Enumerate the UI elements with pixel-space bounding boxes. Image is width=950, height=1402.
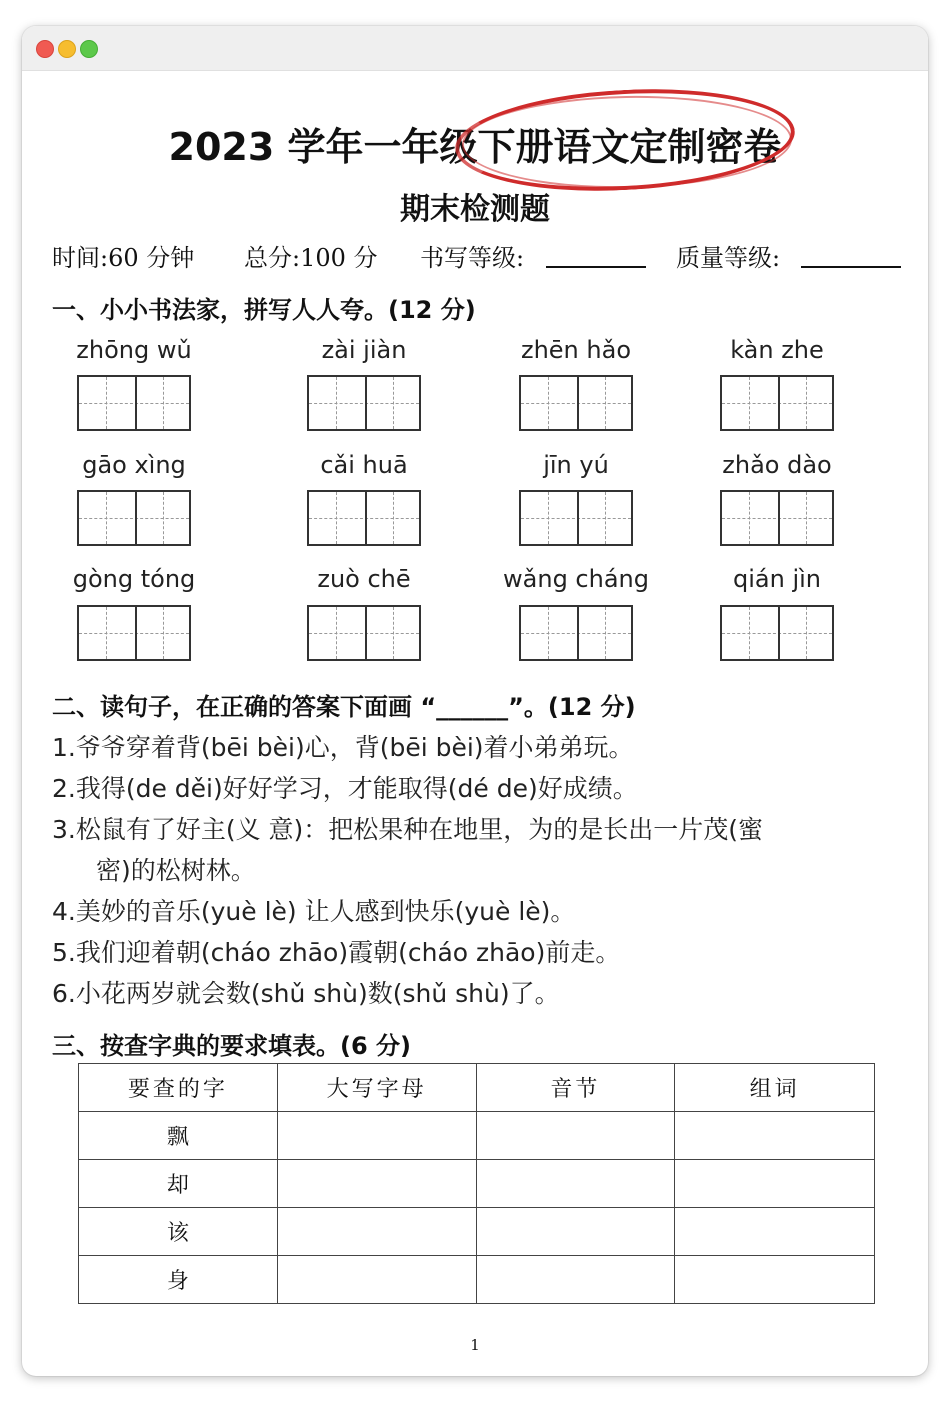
quality-grade-blank[interactable] bbox=[801, 266, 901, 268]
writing-grid[interactable] bbox=[720, 375, 834, 431]
writing-grid[interactable] bbox=[77, 605, 191, 661]
answer-cell[interactable] bbox=[277, 1112, 476, 1160]
pinyin-label: jīn yú bbox=[543, 451, 609, 479]
sentence-item: 2.我得(de děi)好好学习，才能取得(dé de)好成绩。 bbox=[52, 774, 638, 803]
character-cell: 却 bbox=[79, 1160, 278, 1208]
answer-cell[interactable] bbox=[476, 1112, 675, 1160]
answer-cell[interactable] bbox=[476, 1160, 675, 1208]
pinyin-label: zhǎo dào bbox=[722, 451, 832, 479]
answer-cell[interactable] bbox=[277, 1256, 476, 1304]
writing-grid[interactable] bbox=[77, 490, 191, 546]
writing-grid[interactable] bbox=[307, 490, 421, 546]
pinyin-label: zài jiàn bbox=[321, 336, 407, 364]
answer-cell[interactable] bbox=[675, 1256, 875, 1304]
writing-grade-label: 书写等级: bbox=[420, 244, 525, 272]
writing-grid[interactable] bbox=[720, 490, 834, 546]
sentence-item: 6.小花两岁就会数(shǔ shù)数(shǔ shù)了。 bbox=[52, 979, 560, 1008]
column-header: 组词 bbox=[675, 1064, 875, 1112]
table-row bbox=[79, 1208, 875, 1256]
character-cell: 身 bbox=[79, 1256, 278, 1304]
writing-grid[interactable] bbox=[307, 605, 421, 661]
table-row bbox=[79, 1160, 875, 1208]
pinyin-label: gāo xìng bbox=[82, 451, 186, 479]
sentence-item: 4.美妙的音乐(yuè lè) 让人感到快乐(yuè lè)。 bbox=[52, 897, 576, 926]
quality-grade-label: 质量等级: bbox=[676, 244, 781, 272]
pinyin-label: kàn zhe bbox=[730, 336, 824, 364]
table-row bbox=[79, 1256, 875, 1304]
answer-cell[interactable] bbox=[476, 1208, 675, 1256]
writing-grid[interactable] bbox=[720, 605, 834, 661]
sentence-item: 1.爷爷穿着背(bēi bèi)心，背(bēi bèi)着小弟弟玩。 bbox=[52, 733, 634, 762]
minimize-window-button[interactable] bbox=[58, 40, 76, 58]
pinyin-label: zhēn hǎo bbox=[520, 336, 631, 364]
answer-cell[interactable] bbox=[277, 1160, 476, 1208]
column-header: 音节 bbox=[476, 1064, 675, 1112]
close-window-button[interactable] bbox=[36, 40, 54, 58]
writing-grid[interactable] bbox=[519, 490, 633, 546]
answer-cell[interactable] bbox=[675, 1208, 875, 1256]
window-titlebar bbox=[22, 26, 928, 71]
dictionary-table bbox=[78, 1063, 875, 1304]
answer-cell[interactable] bbox=[675, 1160, 875, 1208]
writing-grid[interactable] bbox=[77, 375, 191, 431]
answer-cell[interactable] bbox=[277, 1208, 476, 1256]
table-header-row bbox=[79, 1064, 875, 1112]
character-cell: 该 bbox=[79, 1208, 278, 1256]
writing-grade-blank[interactable] bbox=[546, 266, 646, 268]
page-number: 1 bbox=[470, 1336, 480, 1354]
section3-heading: 三、按查字典的要求填表。(6 分) bbox=[52, 1032, 411, 1060]
exam-total-score: 总分:100 分 bbox=[244, 244, 378, 272]
sentence-item: 5.我们迎着朝(cháo zhāo)霞朝(cháo zhāo)前走。 bbox=[52, 938, 621, 967]
pinyin-label: zhōng wǔ bbox=[76, 336, 192, 364]
section2-heading: 二、读句子，在正确的答案下面画 “______”。(12 分) bbox=[52, 693, 636, 721]
sentence-continuation: 密)的松树林。 bbox=[96, 856, 256, 885]
pinyin-label: gòng tóng bbox=[72, 565, 196, 593]
pinyin-label: zuò chē bbox=[317, 565, 411, 593]
page-subtitle: 期末检测题 bbox=[400, 192, 550, 227]
answer-cell[interactable] bbox=[675, 1112, 875, 1160]
table-row bbox=[79, 1112, 875, 1160]
writing-grid[interactable] bbox=[307, 375, 421, 431]
character-cell: 飘 bbox=[79, 1112, 278, 1160]
pinyin-label: wǎng cháng bbox=[503, 565, 649, 593]
sentence-item: 3.松鼠有了好主(义 意)：把松果种在地里，为的是长出一片茂(蜜 bbox=[52, 815, 764, 844]
pinyin-label: qián jìn bbox=[733, 565, 821, 593]
maximize-window-button[interactable] bbox=[80, 40, 98, 58]
column-header: 要查的字 bbox=[79, 1064, 278, 1112]
page-title: 2023 学年一年级下册语文定制密卷 bbox=[168, 125, 782, 169]
section1-heading: 一、小小书法家，拼写人人夸。(12 分) bbox=[52, 296, 476, 324]
column-header: 大写字母 bbox=[277, 1064, 476, 1112]
pinyin-label: cǎi huā bbox=[320, 451, 408, 479]
writing-grid[interactable] bbox=[519, 605, 633, 661]
exam-time: 时间:60 分钟 bbox=[52, 244, 195, 272]
answer-cell[interactable] bbox=[476, 1256, 675, 1304]
writing-grid[interactable] bbox=[519, 375, 633, 431]
